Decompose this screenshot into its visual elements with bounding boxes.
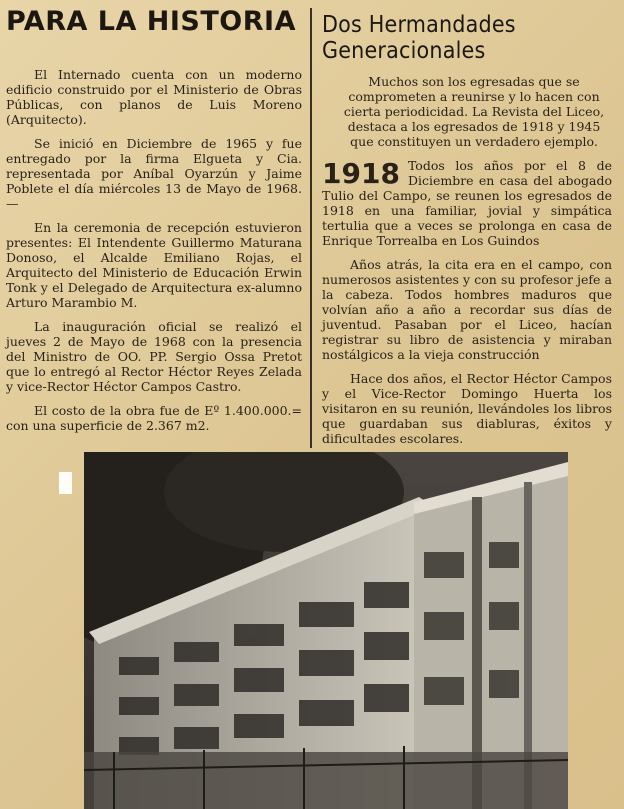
- left-paragraph-5: El costo de la obra fue de Eº 1.400.000.= con una superficie de 2.367 m2.: [6, 403, 302, 433]
- left-column: [6, 6, 302, 442]
- left-paragraph-1: El Internado cuenta con un moderno edificio construido por el Ministerio de Obras Públicas, con planos de Luis Moreno (Arquitecto).: [6, 67, 302, 127]
- white-marker: [59, 472, 72, 494]
- left-paragraph-4: La inauguración oficial se realizó el jueves 2 de Mayo de 1968 con la presencia del Ministro de OO. PP. Sergio Ossa Pretot que lo entregó al Rector Héctor Reyes Zelada y vice-Rector Héctor Campos Castro.: [6, 319, 302, 394]
- right-paragraph-3: Hace dos años, el Rector Héctor Campos y el Vice-Rector Domingo Huerta los visitaron en su reunión, llevándoles los libros que guardaban sus diabluras, éxitos y dificultades escolares.: [322, 371, 612, 446]
- right-title: Dos Hermandades Generacionales: [322, 12, 516, 64]
- right-paragraph-2: Años atrás, la cita era en el campo, con numerosos asistentes y con su profesor jefe a la cabeza. Todos hombres maduros que volvían año a año a recordar sus días de juventud. Pasaban por el Liceo, hacían registrar su libro de asistencia y miraban nostálgicos a la vieja construcción: [322, 257, 612, 362]
- year-section: [322, 158, 612, 248]
- year-heading: 1918: [322, 157, 400, 190]
- left-paragraph-3: En la ceremonia de recepción estuvieron presentes: El Intendente Guillermo Maturana Donoso, el Alcalde Emiliano Rojas, el Arquitecto del Ministerio de Educación Erwin Tonk y el Delegado de Arquitectura ex-alumno Arturo Marambio M.: [6, 220, 302, 310]
- building-photo-icon: [84, 452, 568, 809]
- column-divider: [310, 8, 312, 448]
- right-paragraph-1: Todos los años por el 8 de Diciembre en casa del abogado Tulio del Campo, se reunen los egresados de 1918 en una familiar, jovial y simpática tertulia que a veces se prolonga en casa de Enrique Torrealba en Los Guindos: [322, 158, 612, 248]
- right-intro: Muchos son los egresadas que se comprometen a reunirse y lo hacen con cierta periodicidad. La Revista del Liceo, destaca a los egresados de 1918 y 1945 que constituyen un verdadero ejemplo.: [343, 74, 605, 149]
- left-paragraph-2: Se inició en Diciembre de 1965 y fue entregado por la firma Elgueta y Cia. representada por Aníbal Oyarzún y Jaime Poblete el día miércoles 13 de Mayo de 1968.—: [6, 136, 302, 211]
- right-column: [322, 6, 612, 455]
- left-title: PARA LA HISTORIA: [6, 6, 296, 37]
